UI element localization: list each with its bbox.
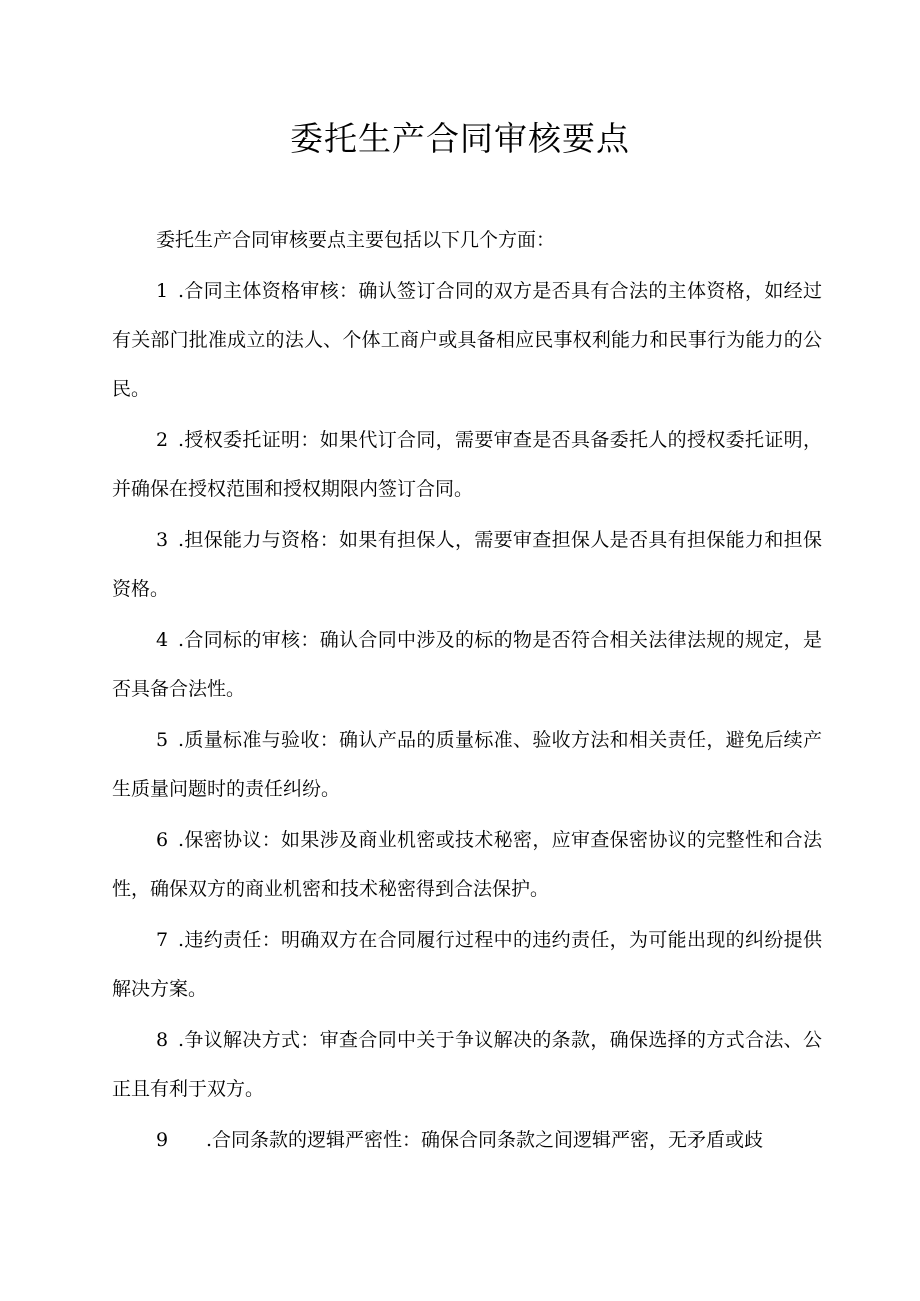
item-text: .合同条款的逻辑严密性：确保合同条款之间逻辑严密，无矛盾或歧 xyxy=(206,1129,764,1151)
list-item xyxy=(112,1016,822,1114)
list-item xyxy=(112,1116,822,1165)
list-item xyxy=(112,916,822,1014)
item-number: 5 xyxy=(156,729,169,751)
item-number: 8 xyxy=(156,1029,169,1051)
item-number: 2 xyxy=(156,429,169,451)
item-text: .保密协议：如果涉及商业机密或技术秘密，应审查保密协议的完整性和合法性，确保双方的商业机密和技术秘密得到合法保护。 xyxy=(112,829,822,900)
list-item xyxy=(112,416,822,514)
item-number: 4 xyxy=(156,629,169,651)
item-text: .合同标的审核：确认合同中涉及的标的物是否符合相关法律法规的规定，是否具备合法性。 xyxy=(112,629,822,700)
item-text: .合同主体资格审核：确认签订合同的双方是否具有合法的主体资格，如经过有关部门批准成立的法人、个体工商户或具备相应民事权利能力和民事行为能力的公民。 xyxy=(112,280,822,400)
item-number: 7 xyxy=(156,929,169,951)
item-number: 9 xyxy=(156,1129,169,1151)
list-item xyxy=(112,716,822,814)
list-item xyxy=(112,516,822,614)
item-text: .授权委托证明：如果代订合同，需要审查是否具备委托人的授权委托证明，并确保在授权范围和授权期限内签订合同。 xyxy=(112,429,822,500)
item-number: 6 xyxy=(156,829,169,851)
document-title: 委托生产合同审核要点 xyxy=(290,119,630,158)
item-text: .争议解决方式：审查合同中关于争议解决的条款，确保选择的方式合法、公正且有利于双方。 xyxy=(112,1029,822,1100)
item-number: 1 xyxy=(156,280,169,302)
list-item xyxy=(112,267,822,414)
item-text: .违约责任：明确双方在合同履行过程中的违约责任，为可能出现的纠纷提供解决方案。 xyxy=(112,929,822,1000)
item-text: .质量标准与验收：确认产品的质量标准、验收方法和相关责任，避免后续产生质量问题时的责任纠纷。 xyxy=(112,729,822,800)
document-body xyxy=(112,216,822,1167)
list-item xyxy=(112,816,822,914)
item-text: .担保能力与资格：如果有担保人，需要审查担保人是否具有担保能力和担保资格。 xyxy=(112,529,822,600)
list-item xyxy=(112,616,822,714)
item-number: 3 xyxy=(156,529,169,551)
intro-paragraph: 委托生产合同审核要点主要包括以下几个方面： xyxy=(156,229,556,251)
